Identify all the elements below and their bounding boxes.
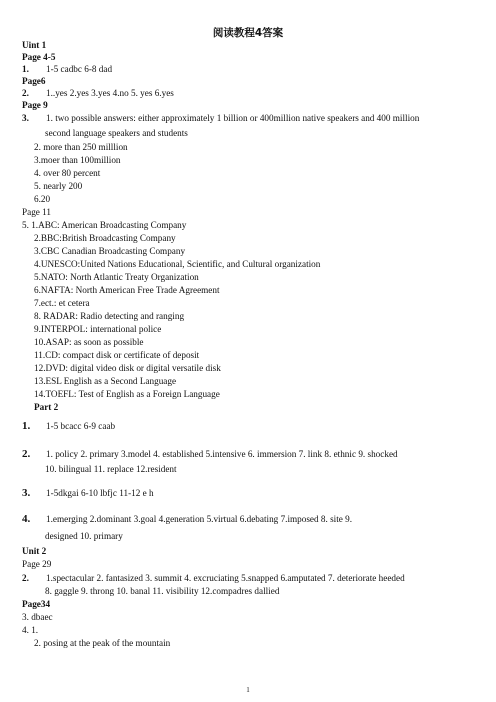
answer-text: 1-5 bcacc 6-9 caab <box>46 421 116 431</box>
answer-line: 4. 1. <box>22 625 39 635</box>
answer-line: 5. nearly 200 <box>34 181 83 191</box>
item-number: 3. <box>22 113 29 123</box>
abbreviation-item: 4.UNESCO:United Nations Educational, Scientific, and Cultural organization <box>34 259 321 269</box>
page-34-heading: Page34 <box>22 599 51 609</box>
answer-line: 6.20 <box>34 194 51 204</box>
answer-text: 1..yes 2.yes 3.yes 4.no 5. yes 6.yes <box>46 88 174 98</box>
answer-line: 3.moer than 100million <box>34 155 121 165</box>
abbreviation-item: 8. RADAR: Radio detecting and ranging <box>34 311 185 321</box>
answer-line: designed 10. primary <box>45 531 123 541</box>
answer-line <box>22 88 174 99</box>
item-number: 3. <box>22 487 31 499</box>
page-4-5-heading: Page 4-5 <box>22 52 56 62</box>
item-number: 2. <box>22 573 29 583</box>
page-9-heading: Page 9 <box>22 100 48 110</box>
answer-line <box>22 113 474 124</box>
item-number: 1. <box>22 420 31 432</box>
item-number: 4. <box>22 513 31 525</box>
abbreviation-item: 3.CBC Canadian Broadcasting Company <box>34 246 186 256</box>
abbreviation-item: 10.ASAP: as soon as possible <box>34 337 144 347</box>
page-6-heading: Page6 <box>22 76 46 86</box>
abbreviation-item: 5. 1.ABC: American Broadcasting Company <box>22 220 187 230</box>
answer-line <box>22 449 398 460</box>
abbreviation-item: 7.ect.: et cetera <box>34 298 90 308</box>
answer-line: 3. dbaec <box>22 612 53 622</box>
answer-text: 1. policy 2. primary 3.model 4. established 5.intensive 6. immersion 7. link 8. ethnic 9. shocked <box>46 449 398 459</box>
abbreviation-item: 9.INTERPOL: international police <box>34 324 162 334</box>
answer-line <box>22 514 352 525</box>
answer-line: 2. more than 250 milllion <box>34 142 128 152</box>
abbreviation-item: 5.NATO: North Atlantic Treaty Organization <box>34 272 199 282</box>
part-2-heading: Part 2 <box>34 402 59 412</box>
page-29-heading: Page 29 <box>22 559 52 569</box>
page-11-heading: Page 11 <box>22 207 52 217</box>
answer-text: 1.spectacular 2. fantasized 3. summit 4. excruciating 5.snapped 6.amputated 7. deteriorate heeded <box>46 573 405 583</box>
abbreviation-item: 14.TOEFL: Test of English as a Foreign Language <box>34 389 220 399</box>
item-number: 2. <box>22 448 31 460</box>
abbreviation-item: 13.ESL English as a Second Language <box>34 376 177 386</box>
item-number: 2. <box>22 88 29 98</box>
item-number: 1. <box>22 64 29 74</box>
abbreviation-item: 12.DVD: digital video disk or digital versatile disk <box>34 363 221 373</box>
page-number: 1 <box>246 686 250 694</box>
document-title: 阅读教程4答案 <box>212 27 284 39</box>
answer-line: 10. bilingual 11. replace 12.resident <box>45 464 177 474</box>
answer-line <box>22 64 112 75</box>
answer-text: 1-5 cadbc 6-8 dad <box>46 64 113 74</box>
answer-text: 1. two possible answers: either approximately 1 billion or 400million native speakers and 400 million <box>46 113 420 123</box>
answer-line <box>22 488 154 499</box>
answer-line <box>22 421 115 432</box>
answer-line: 4. over 80 percent <box>34 168 101 178</box>
unit2-heading: Unit 2 <box>22 546 47 556</box>
abbreviation-item: 6.NAFTA: North American Free Trade Agreement <box>34 285 220 295</box>
abbreviation-item: 2.BBC:British Broadcasting Company <box>34 233 176 243</box>
abbreviation-item: 11.CD: compact disk or certificate of deposit <box>34 350 200 360</box>
answer-line: 2. posing at the peak of the mountain <box>34 638 171 648</box>
unit1-heading: Uint 1 <box>22 40 47 50</box>
answer-line <box>22 573 405 584</box>
answer-line: 8. gaggle 9. throng 10. banal 11. visibility 12.compadres dallied <box>45 586 280 596</box>
answer-text: 1-5dkgai 6-10 lbfjc 11-12 e h <box>46 488 154 498</box>
answer-text: 1.emerging 2.dominant 3.goal 4.generation 5.virtual 6.debating 7.imposed 8. site 9. <box>46 514 353 524</box>
answer-line: second language speakers and students <box>45 128 188 138</box>
